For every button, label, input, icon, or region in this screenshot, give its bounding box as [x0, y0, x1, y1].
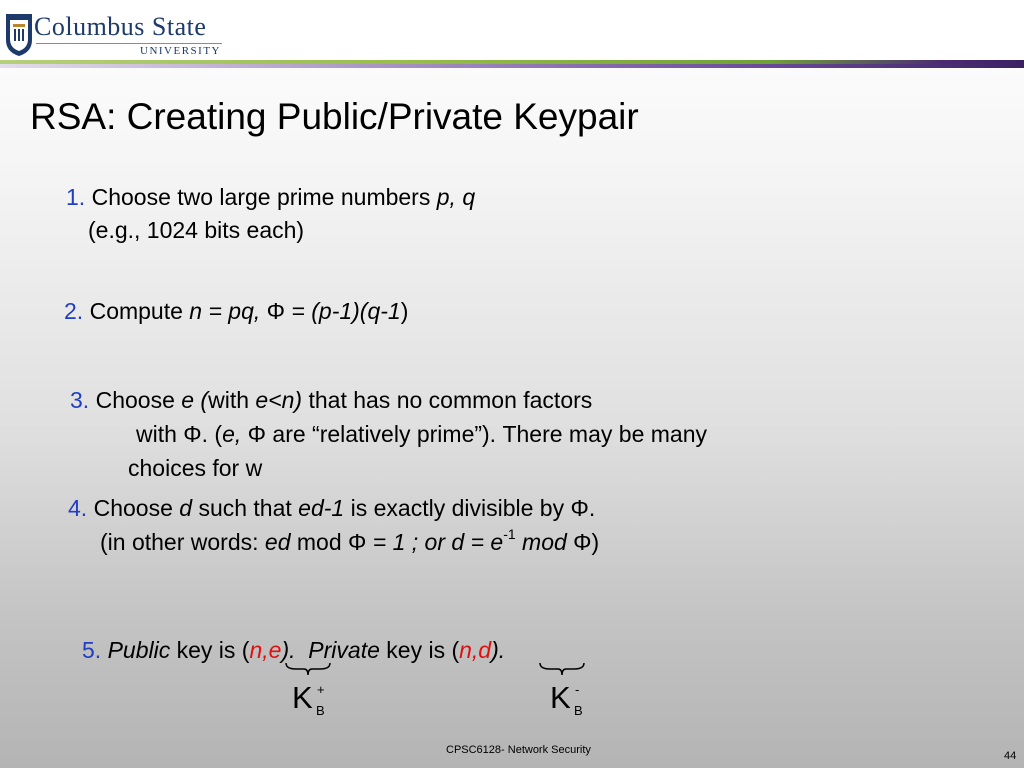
step-text-2: that has no common factors	[308, 387, 593, 413]
e-var: e,	[222, 421, 242, 447]
step-text: Choose	[95, 387, 175, 413]
step-text: Compute	[89, 298, 183, 324]
superscript: -1	[503, 526, 516, 542]
step-4-line-1	[68, 495, 595, 522]
slide-title: RSA: Creating Public/Private Keypair	[30, 96, 639, 137]
step-text: is exactly divisible by Φ.	[350, 495, 596, 521]
header-stripe-purple	[0, 64, 1024, 68]
logo-divider	[36, 43, 222, 44]
k-letter: K	[550, 680, 571, 715]
k-letter: K	[292, 680, 313, 715]
logo-name: Columbus State	[34, 12, 207, 41]
university-shield-logo	[4, 12, 34, 58]
d-var: d	[179, 495, 193, 521]
step-number: 2.	[64, 298, 84, 324]
text-part: Φ are “relatively prime”). There may be many	[247, 421, 707, 447]
equation: = 1 ; or d = e	[372, 529, 504, 555]
with-text: with	[208, 387, 249, 413]
step-number: 4.	[68, 495, 88, 521]
public-key-brace	[284, 662, 332, 676]
minus-superscript: -	[575, 682, 580, 697]
slide-header	[0, 0, 1024, 68]
key-is-text: key is (	[386, 637, 460, 663]
step-3-line-2	[136, 421, 707, 448]
phi-close: Φ)	[573, 529, 600, 555]
step-3-line-3: choices for w	[128, 455, 263, 481]
private-key-brace	[538, 662, 586, 676]
ed-var: ed	[264, 529, 291, 555]
phi-symbol: Φ	[266, 298, 286, 324]
close-paren: )	[400, 298, 409, 324]
close-text: ).	[281, 637, 296, 663]
step-number: 5.	[82, 637, 102, 663]
step-1-line-1	[66, 184, 475, 211]
step-3-line-1	[70, 387, 592, 414]
step-1-line-2: (e.g., 1024 bits each)	[88, 217, 305, 243]
step-text: such that	[198, 495, 292, 521]
private-key-pair: n,d	[459, 637, 492, 663]
private-key-symbol	[550, 680, 583, 718]
slide-footer: CPSC6128- Network Security	[446, 744, 591, 756]
step-4-line-2	[100, 526, 600, 556]
text-part: (in other words:	[100, 529, 259, 555]
ed-minus-1: ed-1	[298, 495, 345, 521]
b-subscript: B	[574, 703, 583, 718]
e-condition: e<n)	[255, 387, 303, 413]
text-part: with Φ. (	[136, 421, 223, 447]
public-word: Public	[107, 637, 171, 663]
key-is-text: key is (	[176, 637, 250, 663]
mod-phi: mod Φ	[296, 529, 367, 555]
logo-subname: UNIVERSITY	[140, 45, 221, 57]
step-text: Choose two large prime numbers	[91, 184, 431, 210]
step-number: 3.	[70, 387, 90, 413]
step-number: 1.	[66, 184, 86, 210]
public-key-symbol	[292, 680, 325, 718]
private-word: Private	[308, 637, 380, 663]
plus-superscript: +	[317, 682, 325, 697]
e-var: e (	[181, 387, 209, 413]
n-expression: n = pq,	[189, 298, 261, 324]
page-number: 44	[1004, 750, 1017, 762]
step-2-line	[64, 298, 408, 325]
close-text: ).	[491, 637, 506, 663]
phi-expression: = (p-1)(q-1	[291, 298, 401, 324]
step-vars: p, q	[436, 184, 476, 210]
step-text: Choose	[93, 495, 173, 521]
public-key-pair: n,e	[249, 637, 282, 663]
mod-text: mod	[522, 529, 567, 555]
step-5-line	[82, 637, 505, 664]
b-subscript: B	[316, 703, 325, 718]
